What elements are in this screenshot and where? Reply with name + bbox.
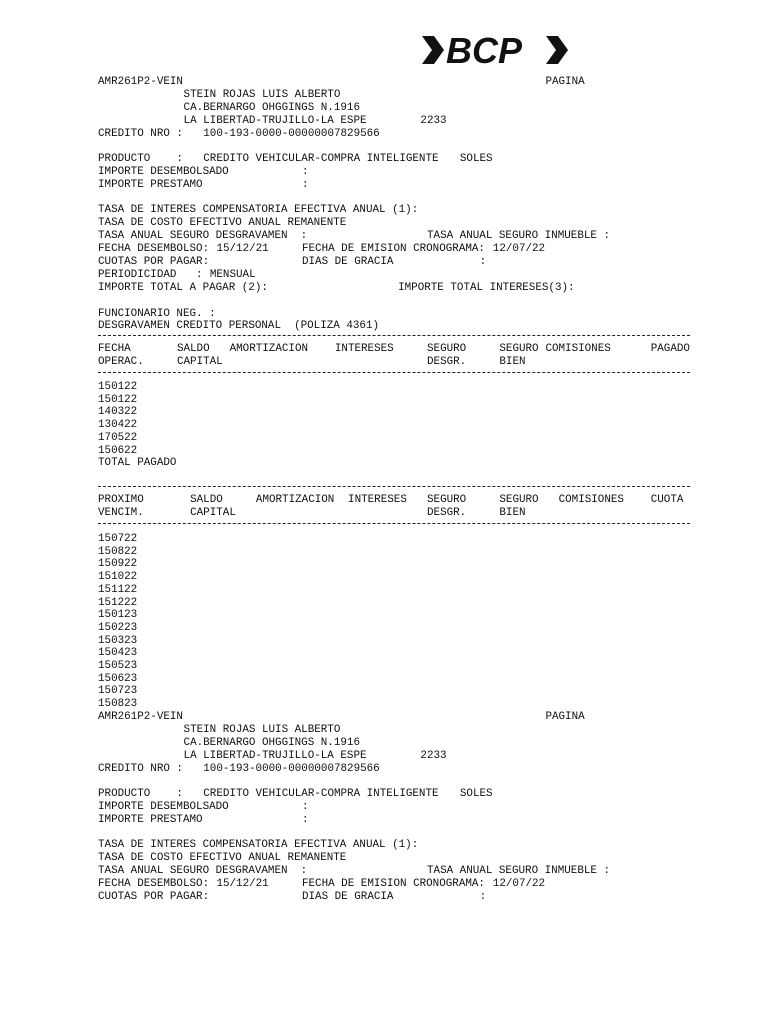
product-label: PRODUCTO :: [98, 788, 183, 800]
colon: :: [301, 801, 309, 813]
product-value: CREDITO VEHICULAR-COMPRA INTELIGENTE: [203, 788, 439, 800]
header-cell-7: CUOTA: [650, 494, 684, 506]
inmueble-label: TASA ANUAL SEGURO INMUEBLE :: [427, 230, 610, 242]
colon: :: [301, 814, 309, 826]
inmueble-label: TASA ANUAL SEGURO INMUEBLE :: [427, 865, 610, 877]
total-pagar-label: IMPORTE TOTAL A PAGAR (2):: [98, 282, 268, 294]
header-cell-4: SEGURO: [427, 494, 467, 506]
colon: :: [479, 891, 487, 903]
cell-0: 130422: [98, 419, 138, 432]
rule: [98, 372, 690, 373]
address-line2: LA LIBERTAD-TRUJILLO-LA ESPE: [183, 750, 367, 762]
cell-0: 150523: [98, 660, 138, 672]
header-cell-4: DESGR.: [427, 507, 467, 519]
disbursed-label: IMPORTE DESEMBOLSADO: [98, 166, 229, 178]
gracia-label: DIAS DE GRACIA: [301, 891, 394, 903]
header-cell-5: SEGURO: [499, 494, 539, 506]
fecha-desembolso-value: 15/12/21: [216, 243, 269, 255]
address-line1: CA.BERNARGO OHGGINGS N.1916: [183, 737, 360, 749]
header-cell-5: BIEN: [499, 356, 526, 368]
periodicidad-value: MENSUAL: [209, 269, 256, 281]
header-cell-1: SALDO: [190, 494, 223, 506]
cell-0: 150223: [98, 621, 138, 634]
header-cell-4: SEGURO: [427, 343, 467, 355]
fecha-desembolso-label: FECHA DESEMBOLSO:: [98, 878, 210, 890]
fecha-desembolso-value: 15/12/21: [216, 878, 269, 890]
header-cell-6: COMISIONES: [545, 343, 611, 355]
header-cell-1: SALDO: [176, 343, 210, 355]
header-cell-3: INTERESES: [334, 343, 394, 355]
credit-number: 100-193-0000-00000007829566: [203, 763, 380, 775]
fecha-emision-value: 12/07/22: [492, 878, 546, 890]
total-intereses-label: IMPORTE TOTAL INTERESES(3):: [398, 282, 575, 294]
currency: SOLES: [459, 153, 493, 165]
fecha-emision-label: FECHA DE EMISION CRONOGRAMA:: [301, 878, 485, 890]
colon: :: [301, 166, 309, 178]
cuotas-label: CUOTAS POR PAGAR:: [98, 256, 210, 268]
cell-0: 150723: [98, 685, 138, 698]
header-cell-4: DESGR.: [427, 356, 467, 368]
page-label: PAGINA: [545, 711, 585, 723]
cell-0: 150623: [98, 672, 138, 685]
currency: SOLES: [459, 788, 493, 800]
cell-0: 150823: [98, 698, 138, 711]
cell-0: 150822: [98, 545, 138, 558]
colon: :: [479, 256, 487, 268]
gracia-label: DIAS DE GRACIA: [301, 256, 394, 268]
header-cell-5: SEGURO: [499, 343, 539, 355]
header-cell-2: AMORTIZACION: [255, 494, 335, 506]
cell-0: 151222: [98, 596, 138, 609]
header-cell-2: AMORTIZACION: [229, 343, 309, 355]
header-cell-0: PROXIMO: [98, 494, 144, 506]
funcionario-label: FUNCIONARIO NEG. :: [98, 308, 216, 320]
report-id: AMR261P2-VEIN: [98, 76, 183, 88]
product-value: CREDITO VEHICULAR-COMPRA INTELIGENTE: [203, 153, 439, 165]
fecha-desembolso-label: FECHA DESEMBOLSO:: [98, 243, 210, 255]
header-cell-1: CAPITAL: [190, 507, 236, 519]
rule: [98, 335, 690, 336]
report-id: AMR261P2-VEIN: [98, 711, 183, 723]
header-cell-6: COMISIONES: [558, 494, 624, 506]
tea-label: TASA DE INTERES COMPENSATORIA EFECTIVA ANUAL (1):: [98, 204, 419, 216]
cuotas-label: CUOTAS POR PAGAR:: [98, 891, 210, 903]
cell-0: 150122: [98, 393, 138, 406]
desgravamen-credito: DESGRAVAMEN CREDITO PERSONAL (POLIZA 4361): [98, 320, 380, 332]
header-cell-3: INTERESES: [348, 494, 407, 506]
cell-0: 150323: [98, 634, 138, 647]
tcea-label: TASA DE COSTO EFECTIVO ANUAL REMANENTE: [98, 217, 347, 229]
periodicidad-label: PERIODICIDAD :: [98, 269, 203, 281]
header-cell-5: BIEN: [499, 507, 526, 519]
total-pagado-label: TOTAL PAGADO: [98, 457, 177, 469]
tcea-label: TASA DE COSTO EFECTIVO ANUAL REMANENTE: [98, 852, 347, 864]
cell-0: 150123: [98, 609, 138, 622]
page-label: PAGINA: [545, 76, 585, 88]
credit-label: CREDITO NRO :: [98, 128, 183, 140]
credit-label: CREDITO NRO :: [98, 763, 183, 775]
fecha-emision-label: FECHA DE EMISION CRONOGRAMA:: [301, 243, 485, 255]
cell-0: 151022: [98, 571, 138, 584]
fecha-emision-value: 12/07/22: [492, 243, 546, 255]
header-cell-0: VENCIM.: [98, 507, 144, 519]
loan-label: IMPORTE PRESTAMO: [98, 814, 203, 826]
rule: [98, 523, 690, 524]
loan-label: IMPORTE PRESTAMO: [98, 179, 203, 191]
bcp-logo: [418, 30, 588, 70]
client-name: STEIN ROJAS LUIS ALBERTO: [183, 89, 341, 101]
header-cell-0: OPERAC.: [98, 356, 144, 368]
disbursed-label: IMPORTE DESEMBOLSADO: [98, 801, 229, 813]
header-cell-7: PAGADO: [650, 343, 690, 355]
client-name: STEIN ROJAS LUIS ALBERTO: [183, 724, 341, 736]
product-label: PRODUCTO :: [98, 153, 183, 165]
address-line2: LA LIBERTAD-TRUJILLO-LA ESPE: [183, 115, 367, 127]
cell-0: 150423: [98, 647, 138, 660]
header-cell-0: FECHA: [98, 343, 131, 355]
header-cell-1: CAPITAL: [176, 356, 223, 368]
address-code: 2233: [420, 750, 447, 762]
desgrav-label: TASA ANUAL SEGURO DESGRAVAMEN :: [98, 230, 308, 242]
tea-label: TASA DE INTERES COMPENSATORIA EFECTIVA ANUAL (1):: [98, 839, 419, 851]
desgrav-label: TASA ANUAL SEGURO DESGRAVAMEN :: [98, 865, 308, 877]
colon: :: [301, 179, 309, 191]
cell-0: 150122: [98, 381, 138, 393]
cell-0: 150922: [98, 558, 138, 571]
cell-0: 150722: [98, 533, 138, 545]
cell-0: 170522: [98, 431, 138, 444]
address-line1: CA.BERNARGO OHGGINGS N.1916: [183, 102, 360, 114]
bcp-logo-right-chevron-icon: [546, 36, 568, 64]
address-code: 2233: [420, 115, 447, 127]
cell-0: 150622: [98, 444, 138, 457]
bcp-logo-text: BCP: [446, 30, 523, 70]
rule: [98, 486, 690, 487]
cell-0: 140322: [98, 406, 138, 419]
bcp-logo-left-chevron-icon: [422, 36, 444, 64]
credit-number: 100-193-0000-00000007829566: [203, 128, 380, 140]
cell-0: 151122: [98, 583, 138, 596]
